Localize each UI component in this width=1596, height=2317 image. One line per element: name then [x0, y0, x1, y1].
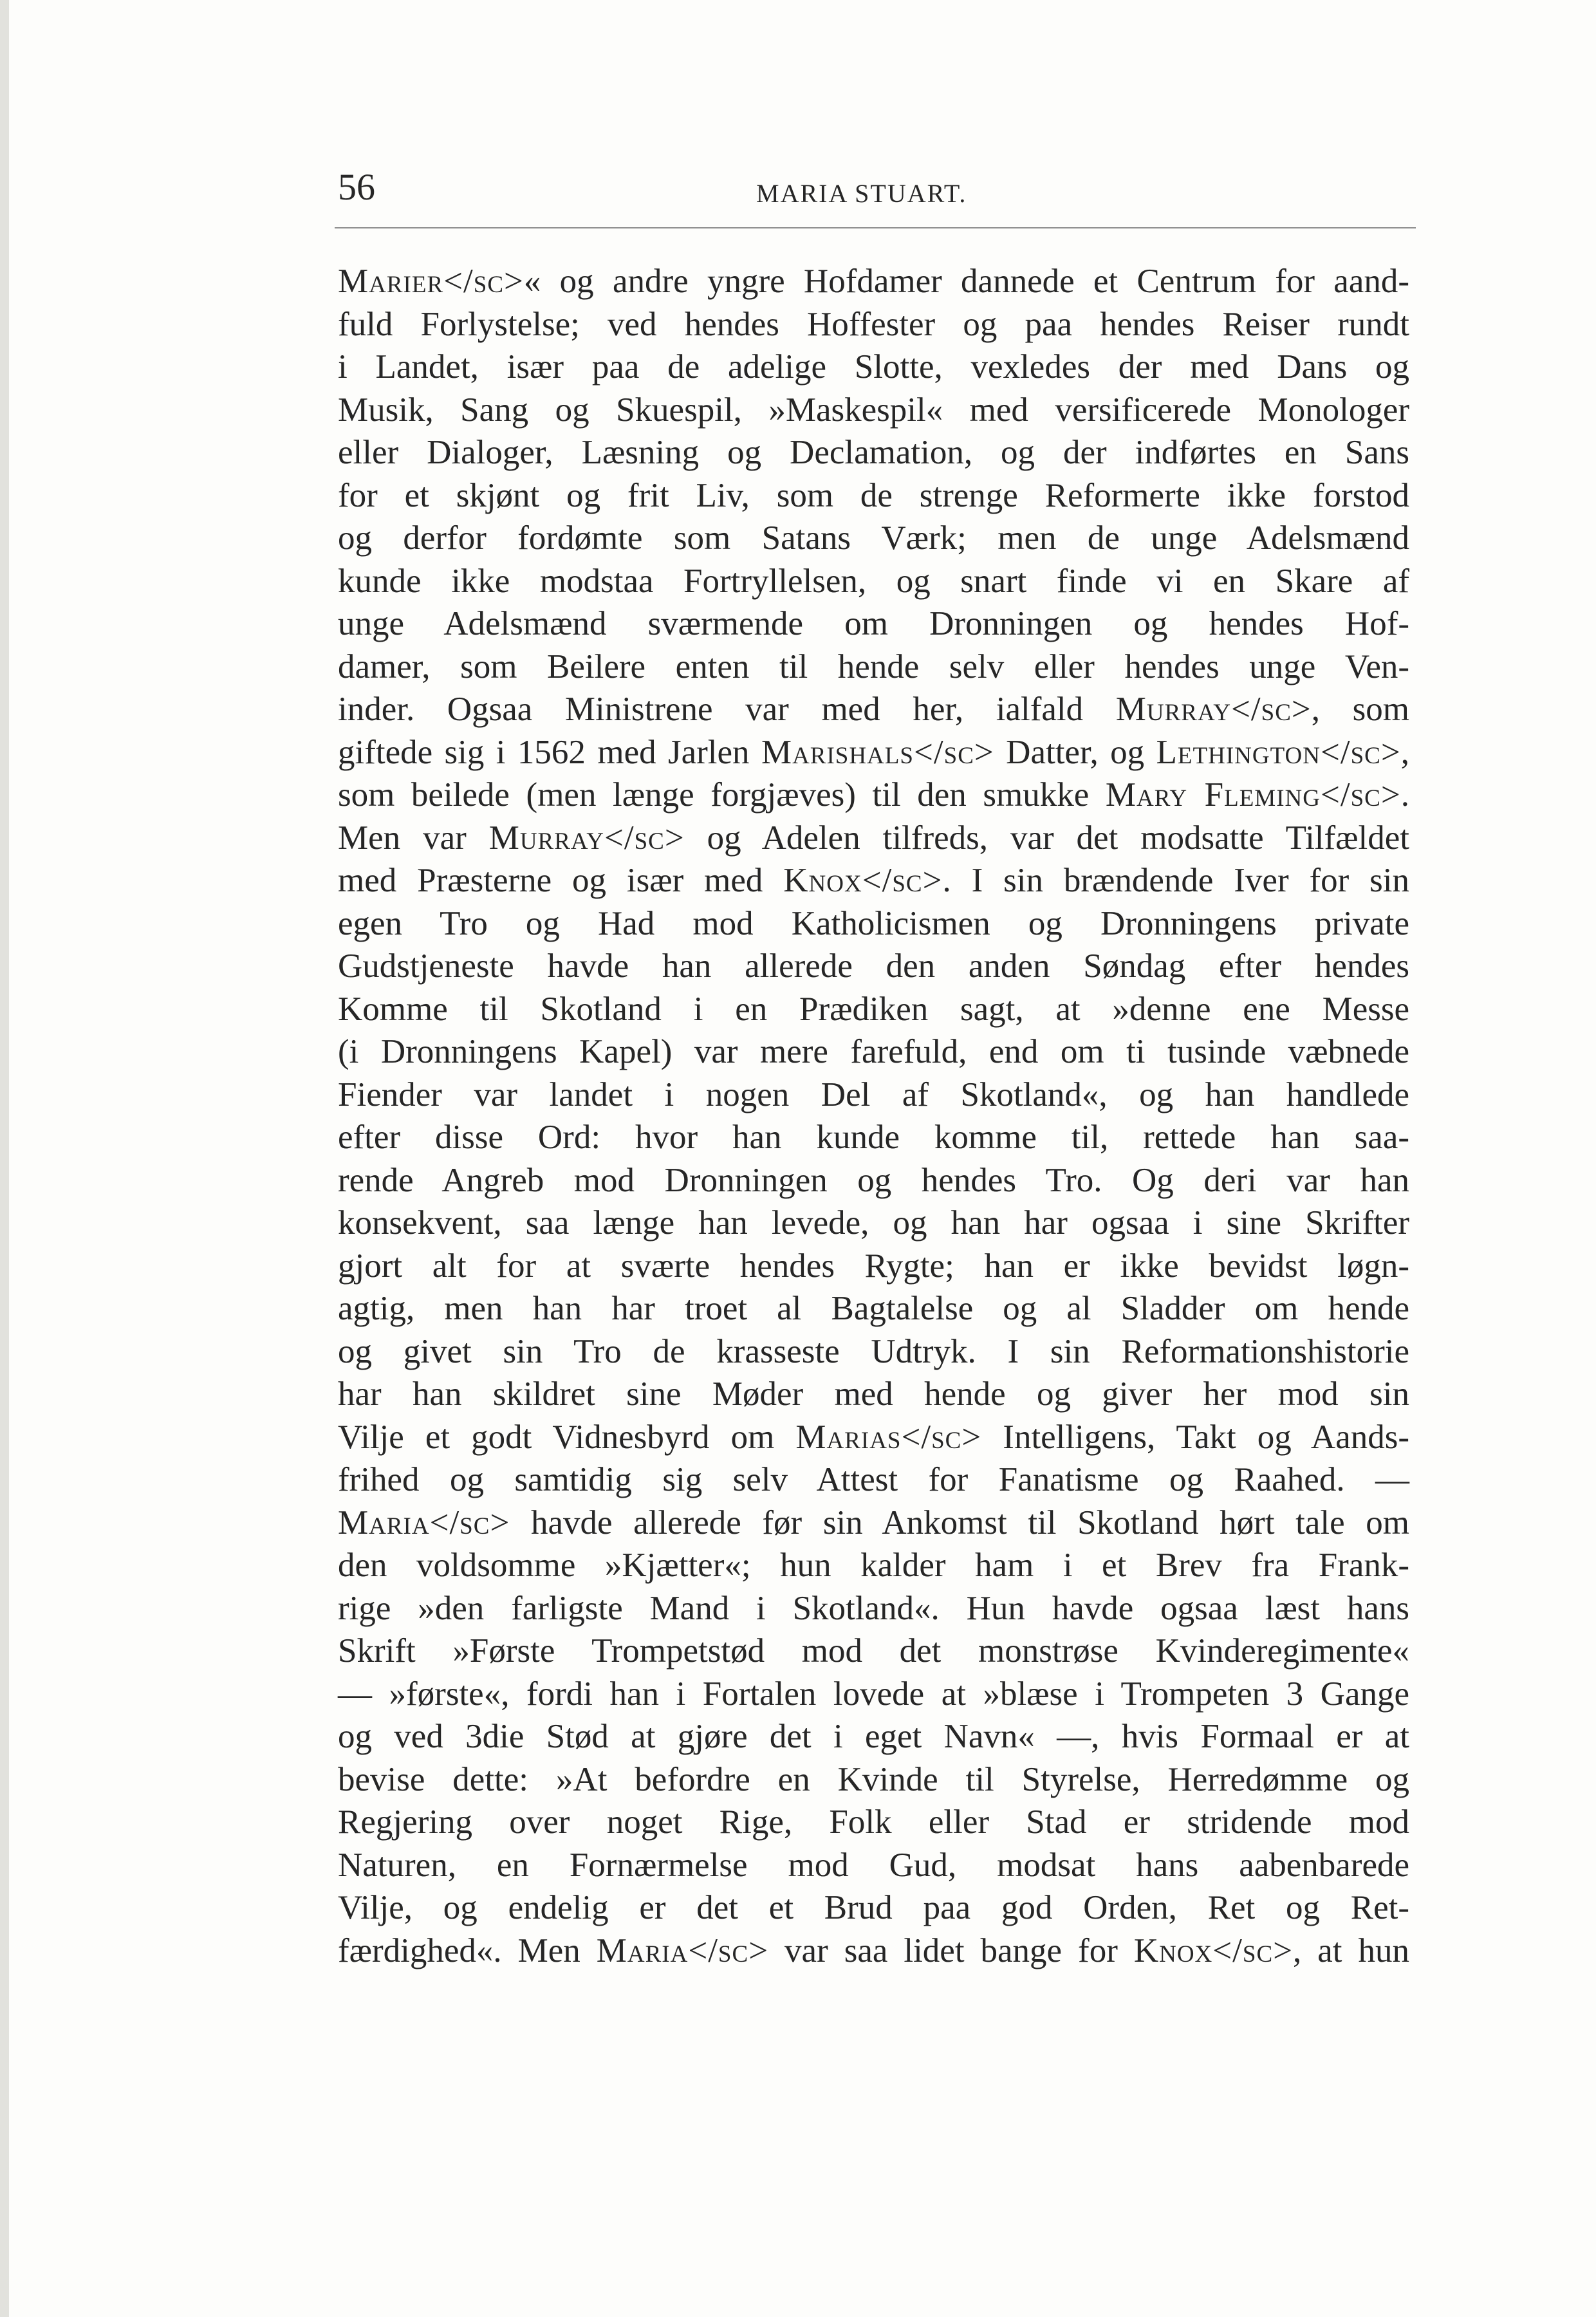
text-line [338, 1245, 1409, 1287]
text-line [338, 1074, 1409, 1116]
small-caps-name: Mary Fleming</sc> [1105, 776, 1401, 814]
text-line [338, 260, 1409, 302]
text-segment: unge Adelsmænd sværmende om Dronningen og hendes Hof- [338, 605, 1409, 642]
text-segment: agtig, men han har troet al Bagtalelse og al Sladder om hende [338, 1290, 1409, 1327]
small-caps-name: Knox</sc> [783, 862, 943, 899]
small-caps-name: Maria</sc> [596, 1932, 769, 1969]
text-line [338, 1330, 1409, 1373]
text-segment: Naturen, en Fornærmelse mod Gud, modsat hans aabenbarede [338, 1847, 1409, 1884]
text-segment: og Adelen tilfreds, var det modsatte Tilfældet [684, 819, 1410, 857]
small-caps-name: Marishals</sc> [761, 734, 994, 771]
text-line [338, 602, 1409, 645]
text-line [338, 1587, 1409, 1630]
text-segment: frihed og samtidig sig selv Attest for Fanatisme og Raahed. — [338, 1461, 1409, 1498]
text-line [338, 1202, 1409, 1244]
text-line [338, 560, 1409, 602]
text-line [338, 688, 1409, 730]
small-caps-name: Murray</sc> [1115, 691, 1312, 728]
running-title: MARIA STUART. [756, 179, 967, 208]
text-segment: eller Dialoger, Læsning og Declamation, og der indførtes en Sans [338, 434, 1409, 471]
text-segment: rige »den farligste Mand i Skotland«. Hun havde ogsaa læst hans [338, 1590, 1409, 1627]
small-caps-name: Murray</sc> [488, 819, 685, 857]
text-segment: , som [1311, 691, 1409, 728]
text-segment: den voldsomme »Kjætter«; hun kalder ham i et Brev fra Frank- [338, 1547, 1409, 1584]
text-segment: Vilje et godt Vidnesbyrd om [338, 1419, 796, 1456]
text-line [338, 1030, 1409, 1073]
text-segment: i Landet, især paa de adelige Slotte, vexledes der med Dans og [338, 348, 1409, 386]
text-line [338, 1630, 1409, 1672]
text-line [338, 1801, 1409, 1843]
text-segment: Musik, Sang og Skuespil, »Maskespil« med versificerede Monologer [338, 391, 1409, 429]
text-line [338, 774, 1409, 816]
text-line [338, 902, 1409, 945]
text-line [338, 1416, 1409, 1458]
text-segment: Skrift »Første Trompetstød mod det monstrøse Kvinderegimente« [338, 1632, 1409, 1670]
text-line [338, 988, 1409, 1030]
text-line [338, 1287, 1409, 1330]
text-line [338, 731, 1409, 774]
text-segment: Regjering over noget Rige, Folk eller Stad er stridende mod [338, 1803, 1409, 1841]
text-line [338, 945, 1409, 987]
text-segment: fuld Forlystelse; ved hendes Hoffester og paa hendes Reiser rundt [338, 306, 1409, 343]
text-segment: Men var [338, 819, 489, 857]
text-line [338, 1715, 1409, 1758]
text-line [338, 1673, 1409, 1715]
text-segment: (i Dronningens Kapel) var mere farefuld, end om ti tusinde væbnede [338, 1033, 1409, 1070]
text-segment: rende Angreb mod Dronningen og hendes Tro. Og deri var han [338, 1162, 1409, 1199]
text-segment: , [1400, 734, 1409, 771]
small-caps-name: Marier</sc> [338, 263, 524, 300]
text-segment: giftede sig i 1562 med Jarlen [338, 734, 761, 771]
text-segment: havde allerede før sin Ankomst til Skotland hørt tale om [510, 1504, 1409, 1541]
text-line [338, 646, 1409, 688]
text-line [338, 1116, 1409, 1158]
text-line [338, 1544, 1409, 1587]
text-segment: Fiender var landet i nogen Del af Skotland«, og han handlede [338, 1076, 1409, 1113]
small-caps-name: Marias</sc> [795, 1419, 982, 1456]
text-line [338, 346, 1409, 388]
text-segment: Gudstjeneste havde han allerede den anden Søndag efter hendes [338, 947, 1409, 985]
text-segment: egen Tro og Had mod Katholicismen og Dronningens private [338, 905, 1409, 942]
text-segment: og derfor fordømte som Satans Værk; men de unge Adelsmænd [338, 519, 1409, 557]
text-line [338, 1502, 1409, 1544]
text-segment: kunde ikke modstaa Fortryllelsen, og snart finde vi en Skare af [338, 563, 1409, 600]
text-segment: damer, som Beilere enten til hende selv eller hendes unge Ven- [338, 648, 1409, 685]
text-line [338, 431, 1409, 474]
text-segment: , at hun [1293, 1932, 1409, 1969]
text-segment: gjort alt for at sværte hendes Rygte; han er ikke bevidst løgn- [338, 1247, 1409, 1285]
text-line [338, 389, 1409, 431]
text-segment: Vilje, og endelig er det et Brud paa god Orden, Ret og Ret- [338, 1889, 1409, 1926]
text-segment: og givet sin Tro de krasseste Udtryk. I sin Reformationshistorie [338, 1333, 1409, 1370]
text-segment: var saa lidet bange for [768, 1932, 1134, 1969]
text-segment: Intelligens, Takt og Aands- [981, 1419, 1409, 1456]
text-segment: Komme til Skotland i en Prædiken sagt, at »denne ene Messe [338, 991, 1409, 1028]
text-line [338, 303, 1409, 346]
text-line [338, 817, 1409, 859]
text-segment: « og andre yngre Hofdamer dannede et Centrum for aand- [523, 263, 1409, 300]
text-segment: har han skildret sine Møder med hende og giver her mod sin [338, 1375, 1409, 1413]
text-line [338, 1159, 1409, 1202]
text-segment: Datter, og [994, 734, 1156, 771]
text-segment: efter disse Ord: hvor han kunde komme til, rettede han saa- [338, 1119, 1409, 1156]
text-line [338, 1458, 1409, 1501]
text-segment: for et skjønt og frit Liv, som de strenge Reformerte ikke forstod [338, 477, 1409, 514]
text-line [338, 1930, 1409, 1972]
scan-edge-shadow [0, 0, 9, 2317]
text-line [338, 474, 1409, 517]
text-line [338, 1758, 1409, 1801]
small-caps-name: Maria</sc> [338, 1504, 510, 1541]
text-segment: . I sin brændende Iver for sin [942, 862, 1409, 899]
text-line [338, 1844, 1409, 1886]
text-segment: inder. Ogsaa Ministrene var med her, ialfald [338, 691, 1116, 728]
text-segment: som beilede (men længe forgjæves) til den smukke [338, 776, 1106, 814]
page-number: 56 [338, 166, 375, 208]
text-line [338, 517, 1409, 559]
text-segment: . [1400, 776, 1409, 814]
header-rule [335, 227, 1416, 228]
small-caps-name: Lethington</sc> [1156, 734, 1401, 771]
text-line [338, 859, 1409, 902]
text-line [338, 1373, 1409, 1415]
text-line [338, 1886, 1409, 1929]
text-segment: bevise dette: »At befordre en Kvinde til Styrelse, Herredømme og [338, 1761, 1409, 1798]
text-segment: konsekvent, saa længe han levede, og han har ogsaa i sine Skrifter [338, 1204, 1409, 1242]
text-segment: færdighed«. Men [338, 1932, 597, 1969]
text-segment: og ved 3die Stød at gjøre det i eget Navn« —, hvis Formaal er at [338, 1718, 1409, 1755]
text-segment: — »første«, fordi han i Fortalen lovede at »blæse i Trompeten 3 Gange [338, 1675, 1409, 1713]
text-segment: med Præsterne og især med [338, 862, 784, 899]
small-caps-name: Knox</sc> [1133, 1932, 1294, 1969]
